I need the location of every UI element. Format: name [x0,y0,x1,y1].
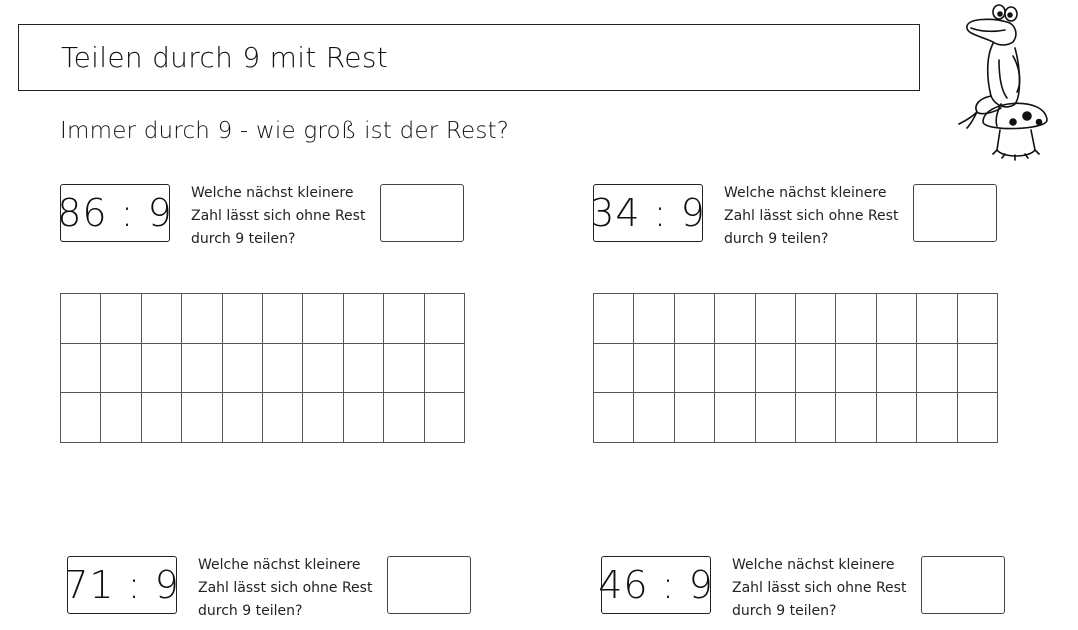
grid-cell[interactable] [675,344,715,394]
equation-box [64,556,180,614]
grid-cell[interactable] [917,393,957,443]
grid-cell[interactable] [263,393,303,443]
grid-cell[interactable] [344,344,384,394]
grid-cell[interactable] [715,294,755,344]
grid-cell[interactable] [756,393,796,443]
grid-cell[interactable] [101,294,141,344]
grid-cell[interactable] [61,393,101,443]
question-line: durch 9 teilen? [198,603,303,619]
grid-cell[interactable] [836,294,876,344]
grid-cell[interactable] [675,294,715,344]
grid-cell[interactable] [223,393,263,443]
answer-box[interactable] [913,184,997,242]
grid-cell[interactable] [594,344,634,394]
grid-cell[interactable] [182,393,222,443]
grid-cell[interactable] [61,344,101,394]
grid-cell[interactable] [303,393,343,443]
work-grid-right[interactable] [593,293,998,443]
grid-cell[interactable] [384,393,424,443]
grid-cell[interactable] [142,294,182,344]
grid-cell[interactable] [917,294,957,344]
frog-on-mushroom-icon [955,0,1060,168]
grid-cell[interactable] [756,294,796,344]
grid-cell[interactable] [425,393,465,443]
question-text [191,182,376,251]
grid-cell[interactable] [958,294,998,344]
grid-cell[interactable] [796,294,836,344]
question-line: Zahl lässt sich ohne Rest [198,580,373,596]
grid-cell[interactable] [877,294,917,344]
question-line: Welche nächst kleinere [732,557,895,573]
grid-cell[interactable] [836,393,876,443]
grid-cell[interactable] [634,294,674,344]
grid-cell[interactable] [384,294,424,344]
grid-cell[interactable] [917,344,957,394]
grid-cell[interactable] [303,294,343,344]
task-4 [598,556,1021,622]
title-box [18,24,920,91]
grid-cell[interactable] [715,393,755,443]
grid-cell[interactable] [594,294,634,344]
grid-cell[interactable] [425,344,465,394]
grid-cell[interactable] [263,344,303,394]
grid-cell[interactable] [182,294,222,344]
answer-box[interactable] [380,184,464,242]
grid-cell[interactable] [263,294,303,344]
equation-text: 46 : 9 [598,563,714,607]
task-1 [57,184,480,250]
equation-text: 71 : 9 [64,563,180,607]
question-line: Zahl lässt sich ohne Rest [724,208,899,224]
question-line: durch 9 teilen? [191,231,296,247]
answer-box[interactable] [921,556,1005,614]
grid-cell[interactable] [796,393,836,443]
grid-cell[interactable] [425,294,465,344]
question-line: Welche nächst kleinere [724,185,887,201]
equation-text: 34 : 9 [590,191,706,235]
question-text [732,554,917,623]
grid-cell[interactable] [344,294,384,344]
grid-cell[interactable] [836,344,876,394]
grid-cell[interactable] [958,344,998,394]
grid-cell[interactable] [756,344,796,394]
grid-cell[interactable] [223,294,263,344]
grid-cell[interactable] [384,344,424,394]
equation-text: 86 : 9 [57,191,173,235]
grid-cell[interactable] [877,393,917,443]
grid-cell[interactable] [958,393,998,443]
grid-cell[interactable] [344,393,384,443]
equation-box [598,556,714,614]
grid-cell[interactable] [715,344,755,394]
grid-cell[interactable] [101,393,141,443]
grid-cell[interactable] [142,393,182,443]
question-line: durch 9 teilen? [732,603,837,619]
page-title: Teilen durch 9 mit Rest [61,41,388,74]
grid-cell[interactable] [634,344,674,394]
grid-cell[interactable] [796,344,836,394]
grid-cell[interactable] [61,294,101,344]
question-text [198,554,383,623]
work-grid-left[interactable] [60,293,465,443]
equation-box [57,184,173,242]
task-2 [590,184,1013,250]
question-line: Welche nächst kleinere [198,557,361,573]
grid-cell[interactable] [182,344,222,394]
equation-box [590,184,706,242]
grid-cell[interactable] [634,393,674,443]
question-line: durch 9 teilen? [724,231,829,247]
grid-cell[interactable] [675,393,715,443]
grid-cell[interactable] [142,344,182,394]
question-line: Welche nächst kleinere [191,185,354,201]
question-line: Zahl lässt sich ohne Rest [191,208,366,224]
answer-box[interactable] [387,556,471,614]
grid-cell[interactable] [303,344,343,394]
grid-cell[interactable] [594,393,634,443]
grid-cell[interactable] [223,344,263,394]
question-text [724,182,909,251]
task-3 [64,556,487,622]
grid-cell[interactable] [877,344,917,394]
grid-cell[interactable] [101,344,141,394]
instruction-text: Immer durch 9 - wie groß ist der Rest? [60,118,510,144]
question-line: Zahl lässt sich ohne Rest [732,580,907,596]
